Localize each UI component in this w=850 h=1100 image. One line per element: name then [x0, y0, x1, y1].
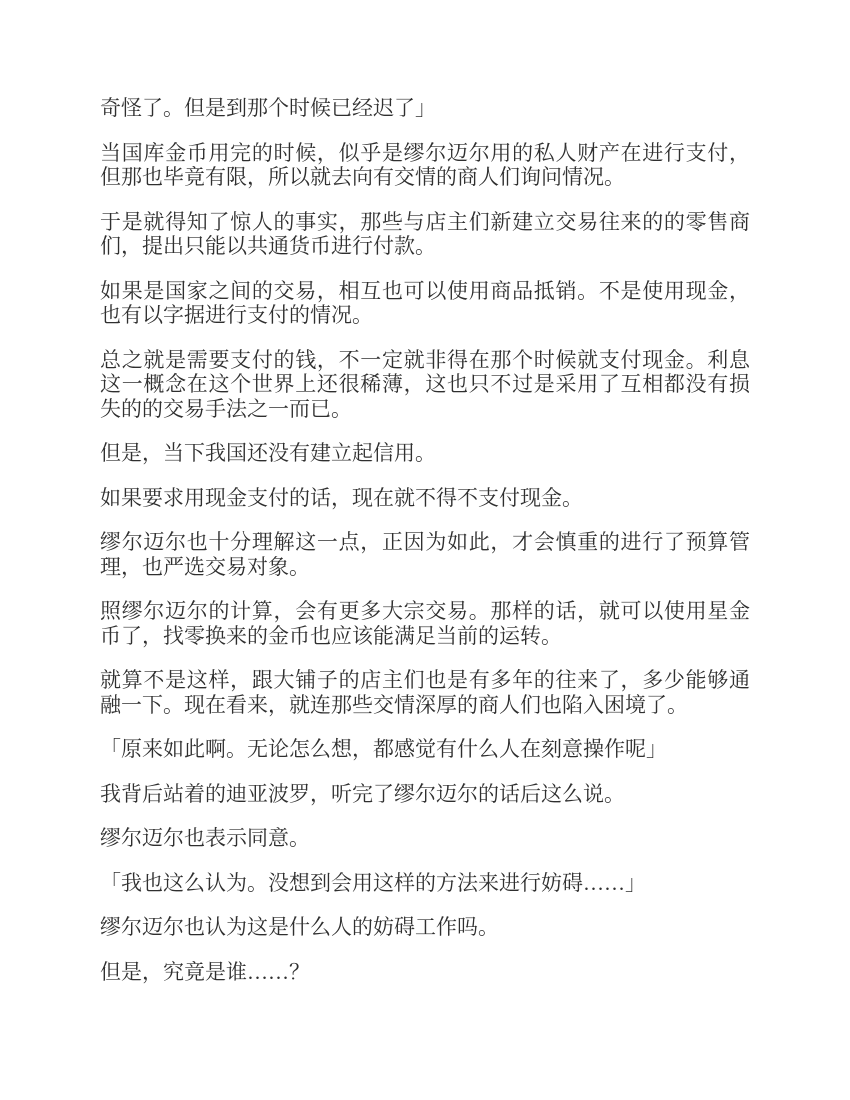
- paragraph: 当国库金币用完的时候，似乎是缪尔迈尔用的私人财产在进行支付，但那也毕竟有限，所以就去向有交情的商人们询问情况。: [100, 140, 750, 189]
- paragraph: 如果要求用现金支付的话，现在就不得不支付现金。: [100, 485, 583, 510]
- paragraph: 「我也这么认为。没想到会用这样的方法来进行妨碍……」: [100, 870, 646, 895]
- paragraph: 总之就是需要支付的钱，不一定就非得在那个时候就支付现金。利息这一概念在这个世界上还很稀薄，这也只不过是采用了互相都没有损失的的交易手法之一而已。: [100, 347, 750, 421]
- text-content: [100, 96, 750, 984]
- paragraph: 如果是国家之间的交易，相互也可以使用商品抵销。不是使用现金，也有以字据进行支付的情况。: [100, 278, 750, 327]
- paragraph: 照缪尔迈尔的计算，会有更多大宗交易。那样的话，就可以使用星金币了，找零换来的金币也应该能满足当前的运转。: [100, 599, 750, 648]
- paragraph: 就算不是这样，跟大铺子的店主们也是有多年的往来了，多少能够通融一下。现在看来，就连那些交情深厚的商人们也陷入困境了。: [100, 668, 750, 717]
- paragraph: 但是，当下我国还没有建立起信用。: [100, 441, 436, 465]
- paragraph: 我背后站着的迪亚波罗，听完了缪尔迈尔的话后这么说。: [100, 781, 625, 806]
- paragraph: 于是就得知了惊人的事实，那些与店主们新建立交易往来的的零售商们，提出只能以共通货币进行付款。: [100, 209, 750, 258]
- paragraph: 奇怪了。但是到那个时候已经迟了」: [100, 96, 436, 120]
- paragraph: 「原来如此啊。无论怎么想，都感觉有什么人在刻意操作呢」: [100, 737, 667, 761]
- paragraph: 缪尔迈尔也表示同意。: [100, 826, 310, 850]
- paragraph: 缪尔迈尔也十分理解这一点，正因为如此，才会慎重的进行了预算管理，也严选交易对象。: [100, 530, 750, 579]
- paragraph: 但是，究竟是谁……？: [100, 959, 310, 984]
- paragraph: 缪尔迈尔也认为这是什么人的妨碍工作吗。: [100, 915, 499, 939]
